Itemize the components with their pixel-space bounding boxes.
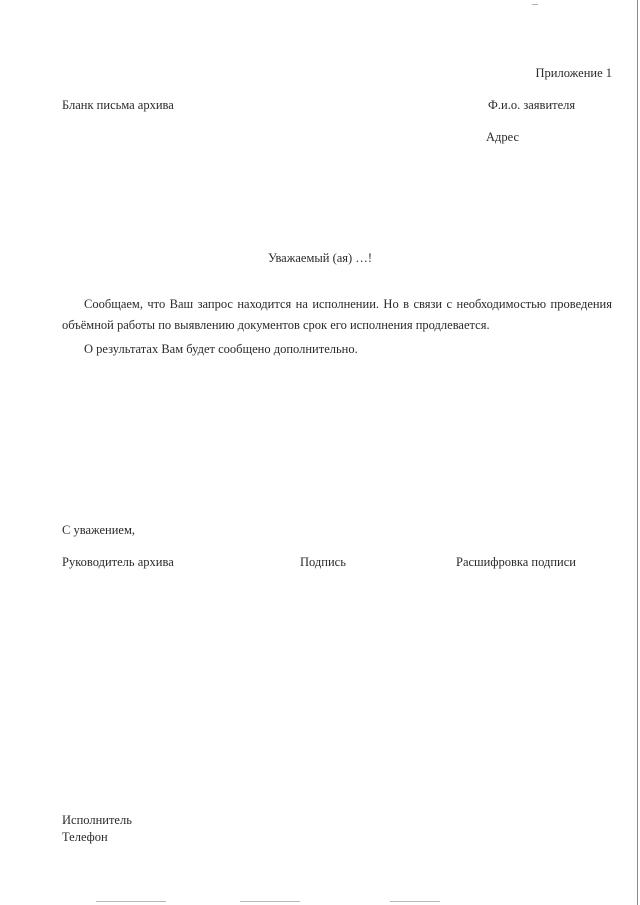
scan-mark <box>532 4 538 5</box>
letter-body <box>62 294 612 360</box>
salutation: Уважаемый (ая) …! <box>268 251 372 265</box>
scan-mark <box>240 901 300 902</box>
applicant-name-label: Ф.и.о. заявителя <box>488 98 576 112</box>
signature-decode-label: Расшифровка подписи <box>456 555 576 569</box>
applicant-address-label: Адрес <box>486 130 520 144</box>
page-edge-line <box>637 0 638 905</box>
scan-mark <box>390 901 440 902</box>
body-paragraph: О результатах Вам будет сообщено дополнительно. <box>84 342 358 356</box>
scan-mark <box>96 901 166 902</box>
appendix-label: Приложение 1 <box>535 66 612 80</box>
letterhead-label: Бланк письма архива <box>62 98 174 112</box>
body-paragraph: Сообщаем, что Ваш запрос находится на исполнении. Но в связи с необходимостью проведения объёмной работы по выявлению документов срок его исполнения продлевается. <box>62 297 612 332</box>
signer-position: Руководитель архива <box>62 555 174 569</box>
signature-label: Подпись <box>300 555 346 569</box>
closing-phrase: С уважением, <box>62 523 135 537</box>
phone-label: Телефон <box>62 830 108 844</box>
executor-label: Исполнитель <box>62 813 132 827</box>
